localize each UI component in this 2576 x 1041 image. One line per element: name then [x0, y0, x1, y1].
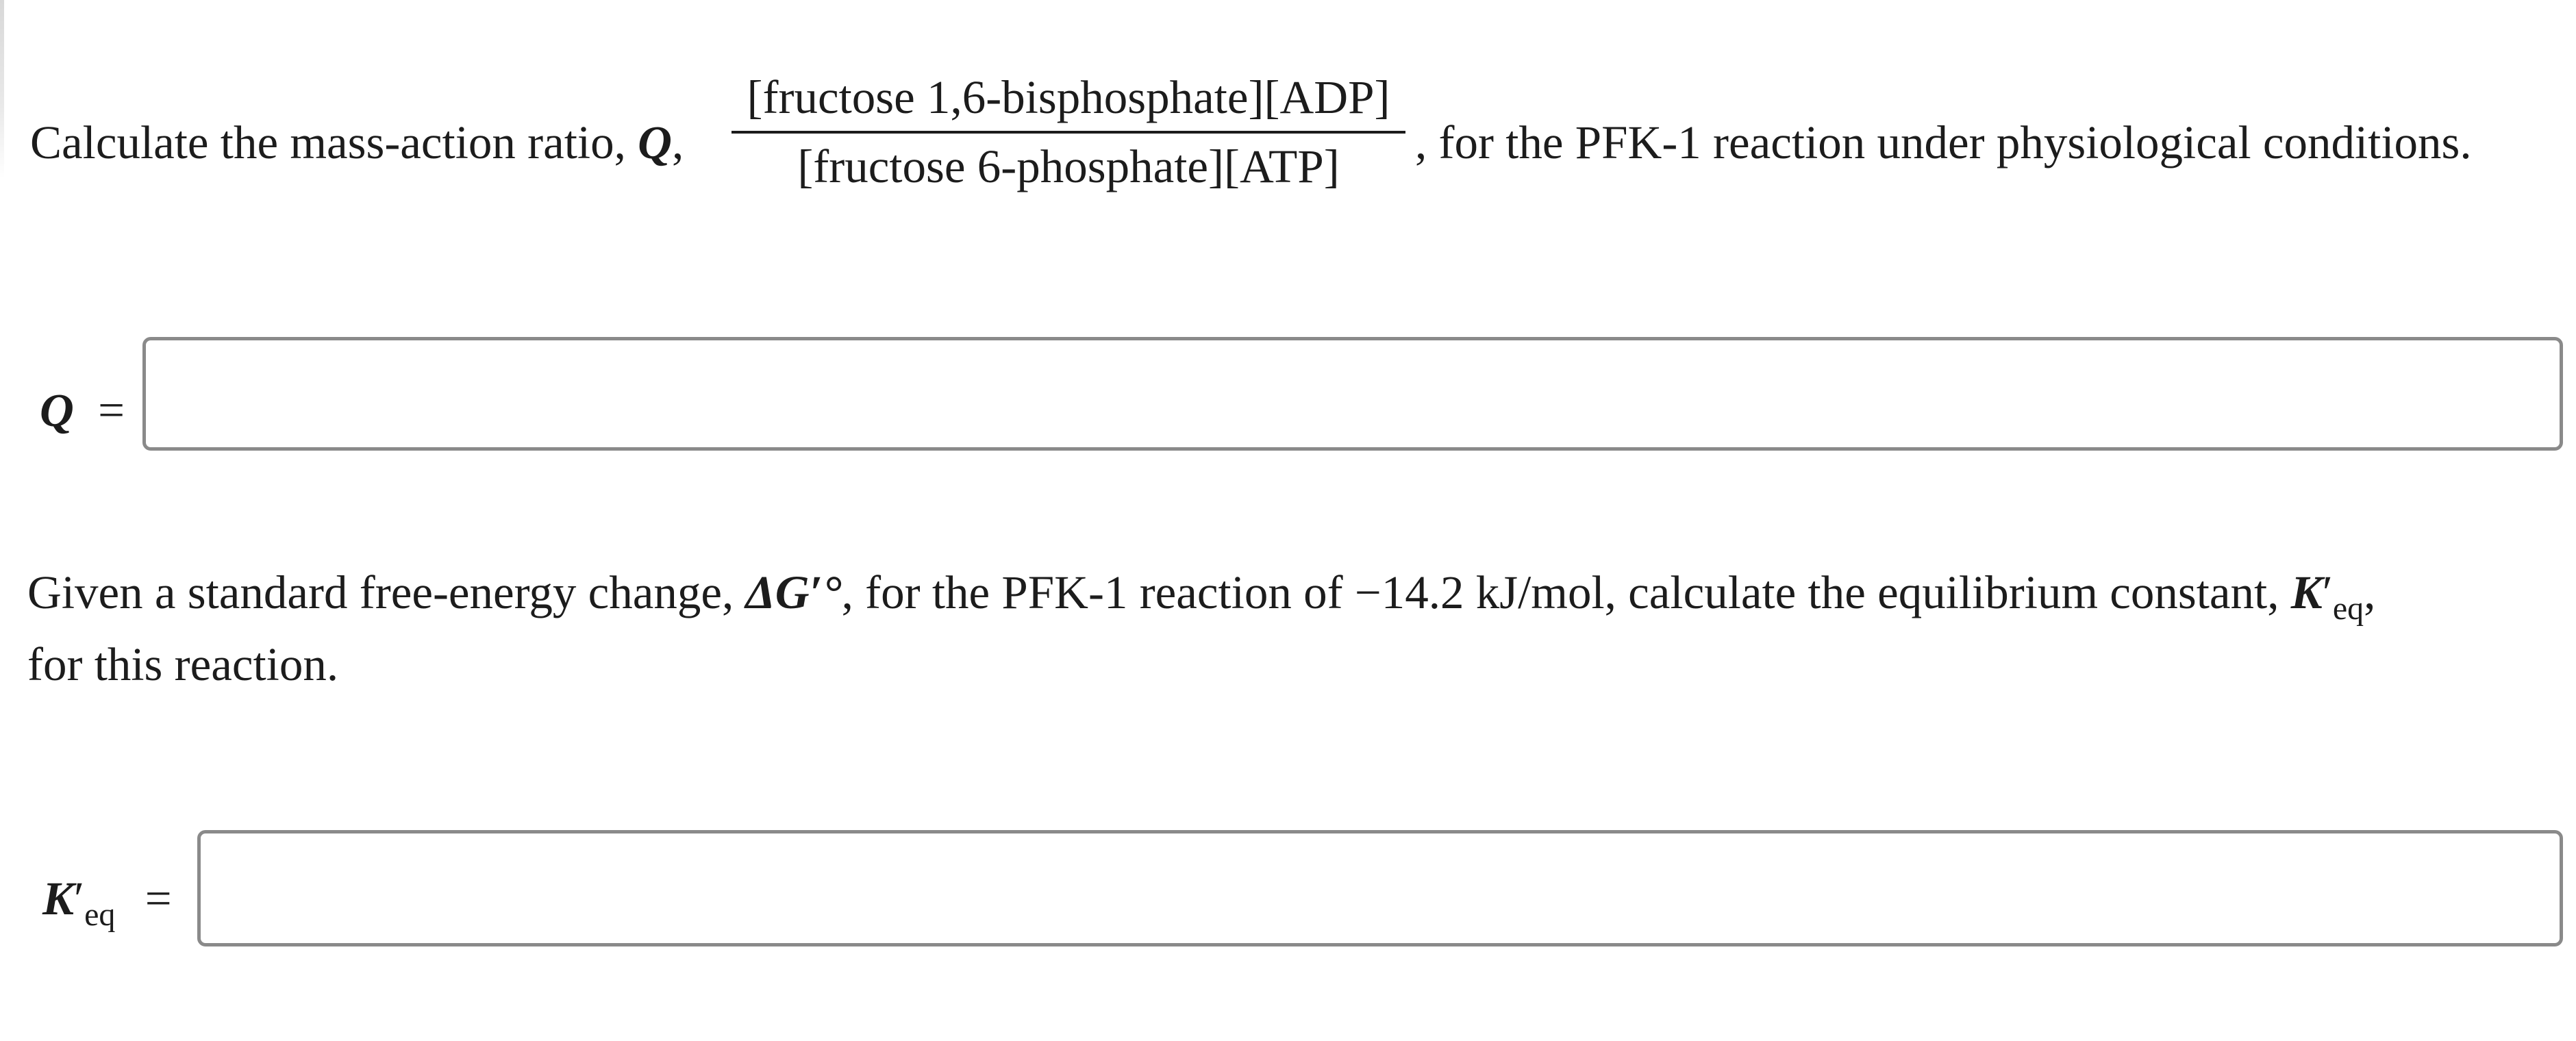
k-symbol: K [2290, 566, 2323, 618]
fraction-numerator: [fructose 1,6-bisphosphate][ADP] [747, 71, 1390, 123]
question-2-part-1: Given a standard free-energy change, [27, 566, 746, 618]
left-edge-marker [0, 0, 4, 178]
q-equals-sign: = [98, 384, 125, 436]
k-prime: ′ [2322, 566, 2333, 618]
question-2-part-3: , [2364, 566, 2376, 618]
k-eq-answer-input[interactable] [197, 830, 2563, 946]
delta-g-symbol: ΔG′° [745, 566, 842, 618]
k-label-symbol: K [42, 873, 75, 925]
k-label-subscript: eq [84, 896, 116, 933]
q-answer-input[interactable] [142, 337, 2563, 451]
fraction-denominator: [fructose 6-phosphate][ATP] [797, 140, 1340, 192]
q-symbol: Q [638, 116, 672, 168]
question-2-line-1 [27, 566, 2376, 627]
question-2-part-2: , for the PFK-1 reaction of −14.2 kJ/mol, calculate the equilibrium constant, [841, 566, 2291, 618]
k-equals-sign: = [145, 873, 172, 925]
question-1-text [30, 116, 684, 168]
k-answer-label [42, 875, 172, 931]
k-subscript: eq [2332, 590, 2364, 627]
question-1-prefix: Calculate the mass-action ratio, [30, 116, 626, 168]
q-label-symbol: Q [40, 384, 74, 436]
q-comma: , [671, 116, 684, 168]
question-1-suffix: , for the PFK-1 reaction under physiological conditions. [1415, 116, 2472, 168]
mass-action-fraction [726, 71, 1411, 192]
k-label-prime: ′ [74, 873, 85, 925]
question-2-line-2: for this reaction. [27, 638, 339, 690]
q-answer-label [40, 384, 125, 436]
